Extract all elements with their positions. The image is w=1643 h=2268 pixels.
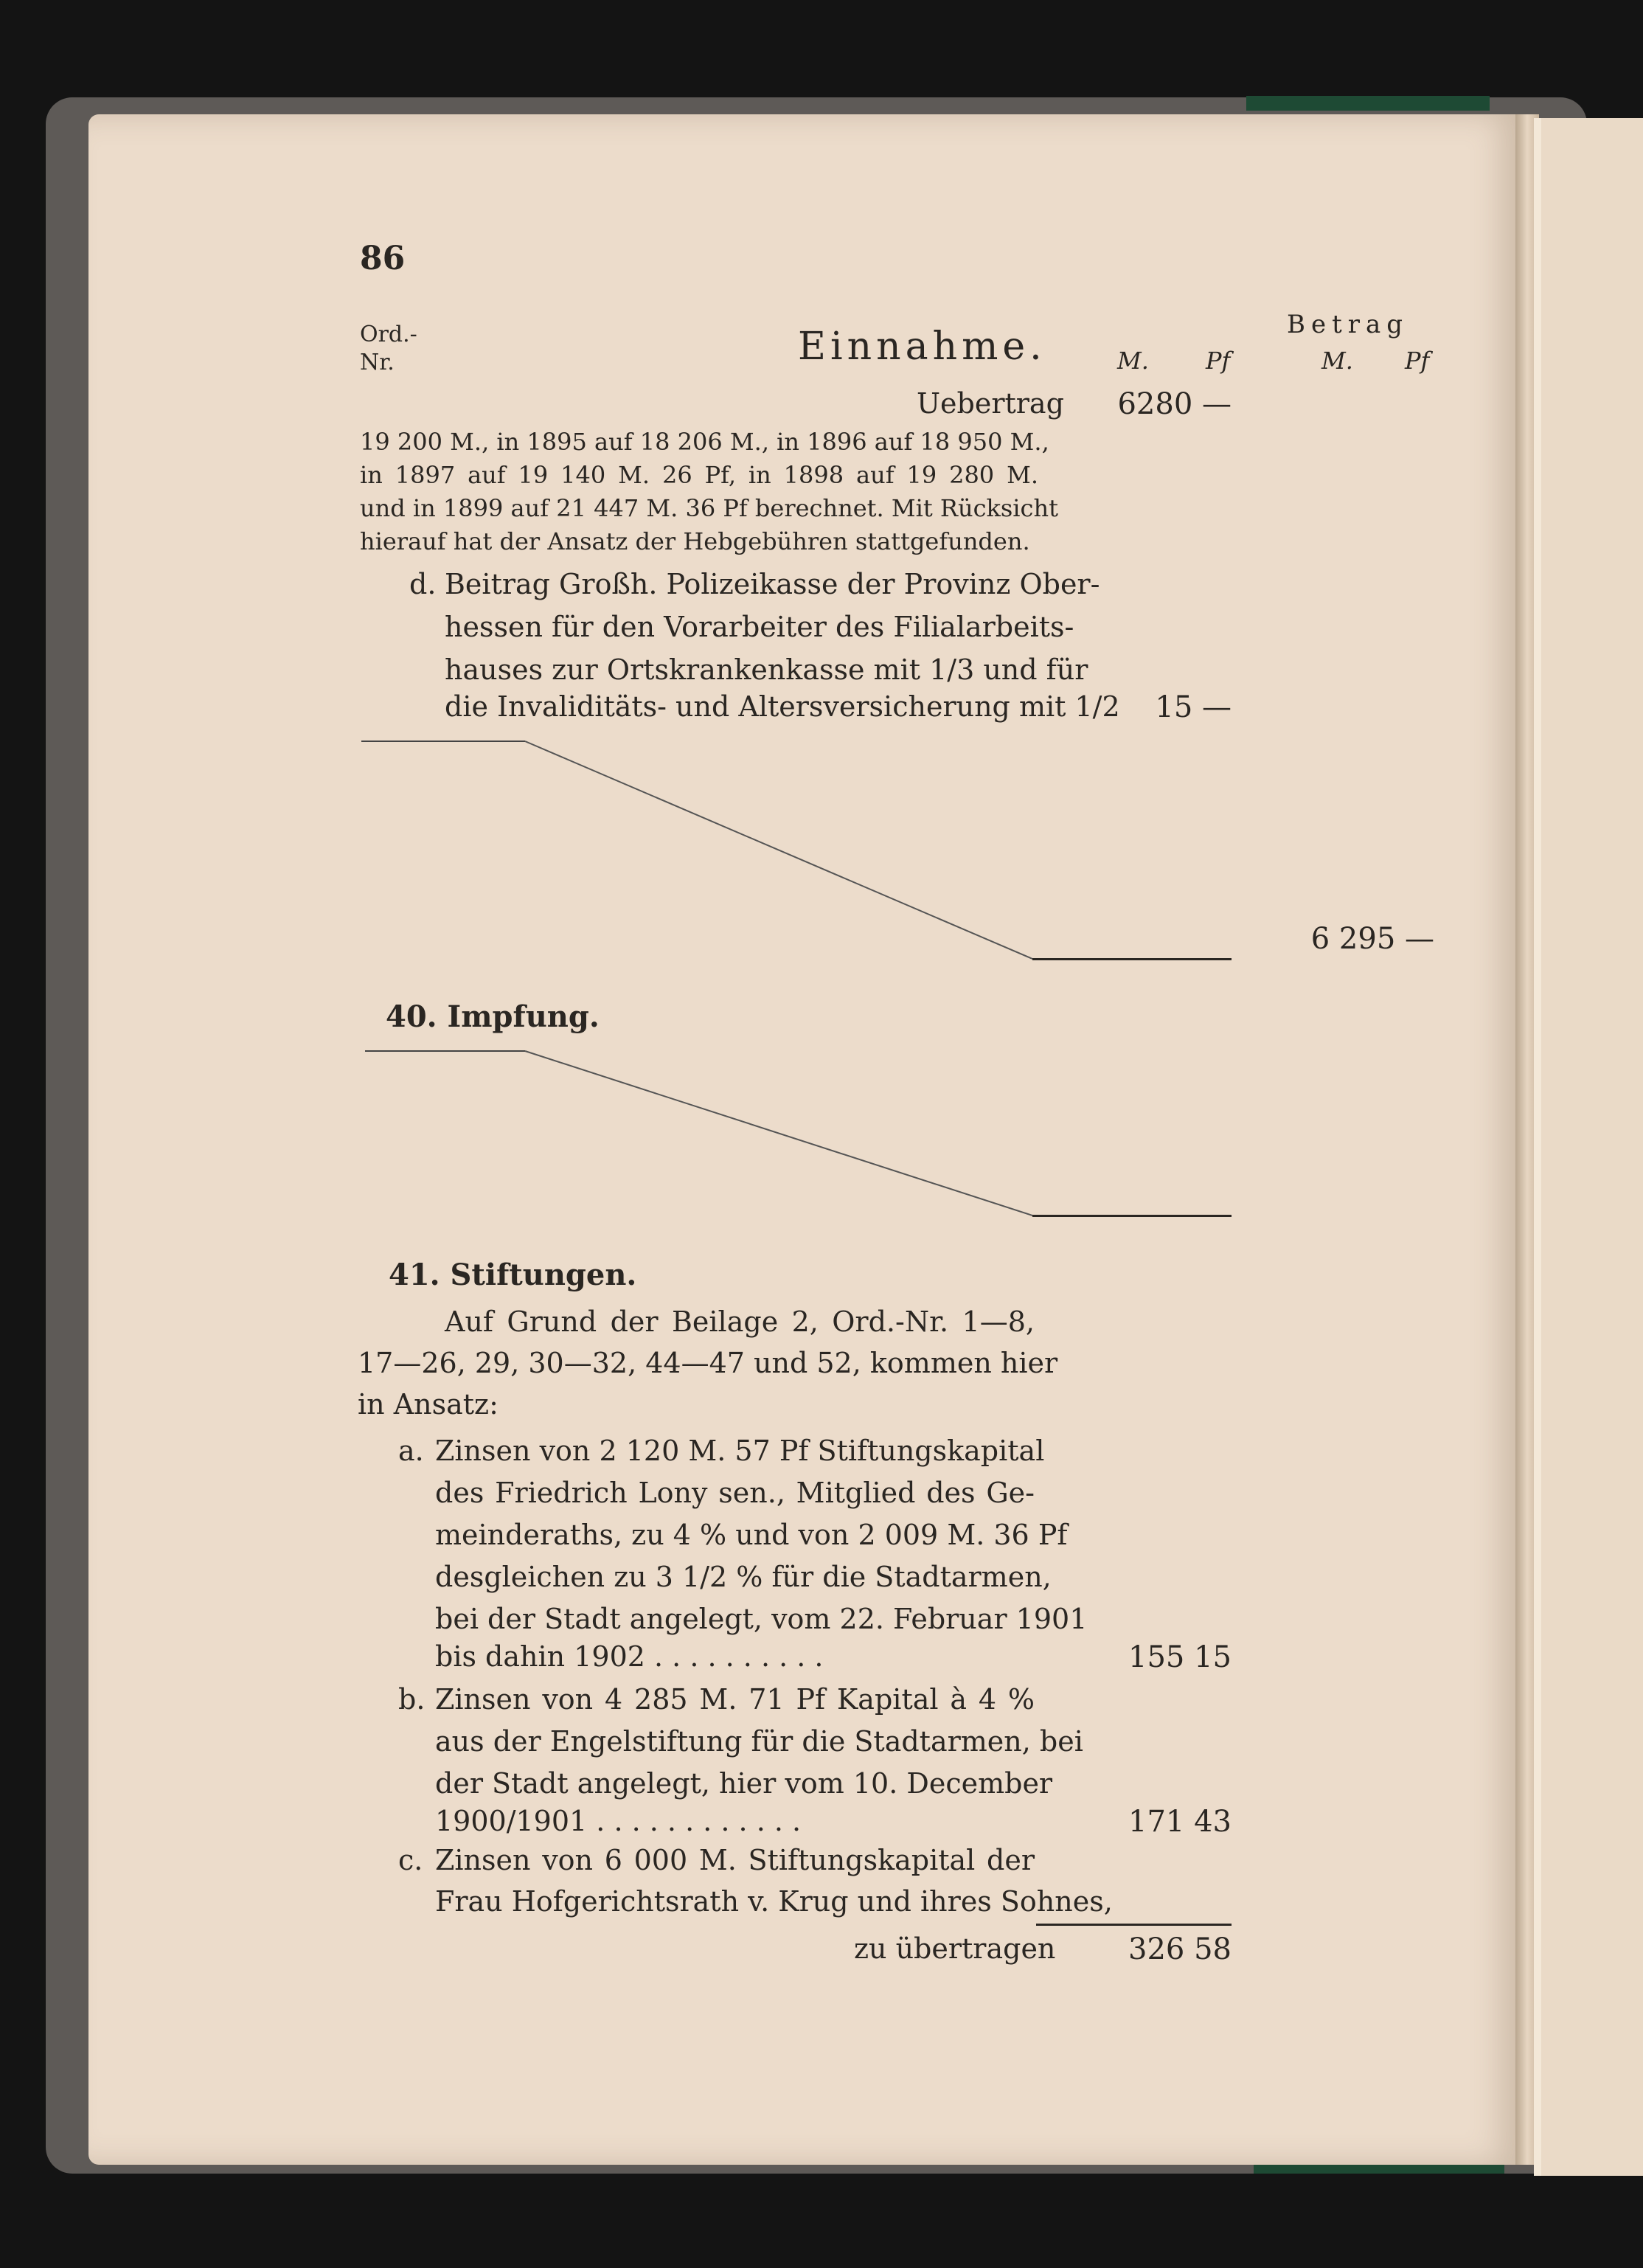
betrag-header: Betrag — [1287, 310, 1409, 339]
pfennig-column-header: Pf — [1206, 347, 1231, 375]
item-a-line: desgleichen zu 3 1/2 % für die Stadtarmen, — [435, 1561, 1052, 1593]
section-41-heading: 41. Stiftungen. — [389, 1258, 637, 1292]
section-41-intro-line: Auf Grund der Beilage 2, Ord.-Nr. 1—8, — [445, 1305, 1035, 1338]
page-number: 86 — [360, 240, 406, 277]
item-a-line: meinderaths, zu 4 % und von 2 009 M. 36 Pf — [435, 1519, 1068, 1551]
carry-forward-rule — [1036, 1924, 1232, 1926]
item-b-letter: b. — [398, 1683, 425, 1716]
item-a-line: Zinsen von 2 120 M. 57 Pf Stiftungskapital — [435, 1435, 1045, 1467]
item-b-line: der Stadt angelegt, hier vom 10. December — [435, 1767, 1053, 1800]
item-b-line: 1900/1901 . . . . . . . . . . . . — [435, 1805, 802, 1837]
mark-column-header: M. — [1117, 347, 1149, 375]
ord-header-line2: Nr. — [360, 350, 395, 375]
item-d-letter: d. — [409, 568, 437, 600]
item-a-line: bis dahin 1902 . . . . . . . . . . — [435, 1640, 824, 1673]
section-41-intro-line: 17—26, 29, 30—32, 44—47 und 52, kommen hier — [358, 1347, 1058, 1379]
item-c-line: Zinsen von 6 000 M. Stiftungskapital der — [435, 1844, 1035, 1876]
item-b-line: aus der Engelstiftung für die Stadtarmen, bei — [435, 1725, 1083, 1758]
subtotal-amount: 6 295 — — [1310, 922, 1434, 956]
item-c-line: Frau Hofgerichtsrath v. Krug und ihres Sohnes, — [435, 1885, 1113, 1918]
item-d-line: hessen für den Vorarbeiter des Filialarbeits- — [445, 611, 1074, 643]
intro-line: 19 200 M., in 1895 auf 18 206 M., in 1896 auf 18 950 M., — [360, 428, 1049, 456]
total-mark-column-header: M. — [1321, 347, 1353, 375]
page-title: Einnahme. — [798, 325, 1046, 369]
item-a-letter: a. — [398, 1435, 424, 1467]
ord-header-line1: Ord.- — [360, 322, 417, 347]
section-40-rule — [1032, 1215, 1232, 1217]
item-a-amount: 155 15 — [1128, 1640, 1232, 1674]
section-40-heading: 40. Impfung. — [386, 999, 600, 1034]
item-d-amount: 15 — — [1155, 690, 1232, 724]
intro-line: und in 1899 auf 21 447 M. 36 Pf berechnet. Mit Rücksicht — [360, 494, 1058, 522]
section-41-intro-line: in Ansatz: — [358, 1388, 499, 1421]
intro-line: hierauf hat der Ansatz der Hebgebühren stattgefunden. — [360, 527, 1030, 555]
total-pfennig-column-header: Pf — [1405, 347, 1430, 375]
item-d-line: Beitrag Großh. Polizeikasse der Provinz Ober- — [445, 568, 1100, 600]
item-b-line: Zinsen von 4 285 M. 71 Pf Kapital à 4 % — [435, 1683, 1035, 1716]
carry-over-label: Uebertrag — [917, 387, 1064, 420]
carry-forward-amount: 326 58 — [1128, 1932, 1232, 1966]
item-d-line: hauses zur Ortskrankenkasse mit 1/3 und für — [445, 653, 1088, 686]
item-b-amount: 171 43 — [1128, 1805, 1232, 1839]
item-a-line: bei der Stadt angelegt, vom 22. Februar 1901 — [435, 1603, 1088, 1635]
item-d-line: die Invaliditäts- und Altersversicherung mit 1/2 — [445, 690, 1120, 723]
intro-line: in 1897 auf 19 140 M. 26 Pf, in 1898 auf 19 280 M. — [360, 461, 1038, 489]
carry-forward-label: zu übertragen — [854, 1932, 1056, 1965]
item-c-letter: c. — [398, 1844, 423, 1876]
item-a-line: des Friedrich Lony sen., Mitglied des Ge- — [435, 1477, 1035, 1509]
carry-over-amount: 6280 — — [1117, 387, 1232, 421]
